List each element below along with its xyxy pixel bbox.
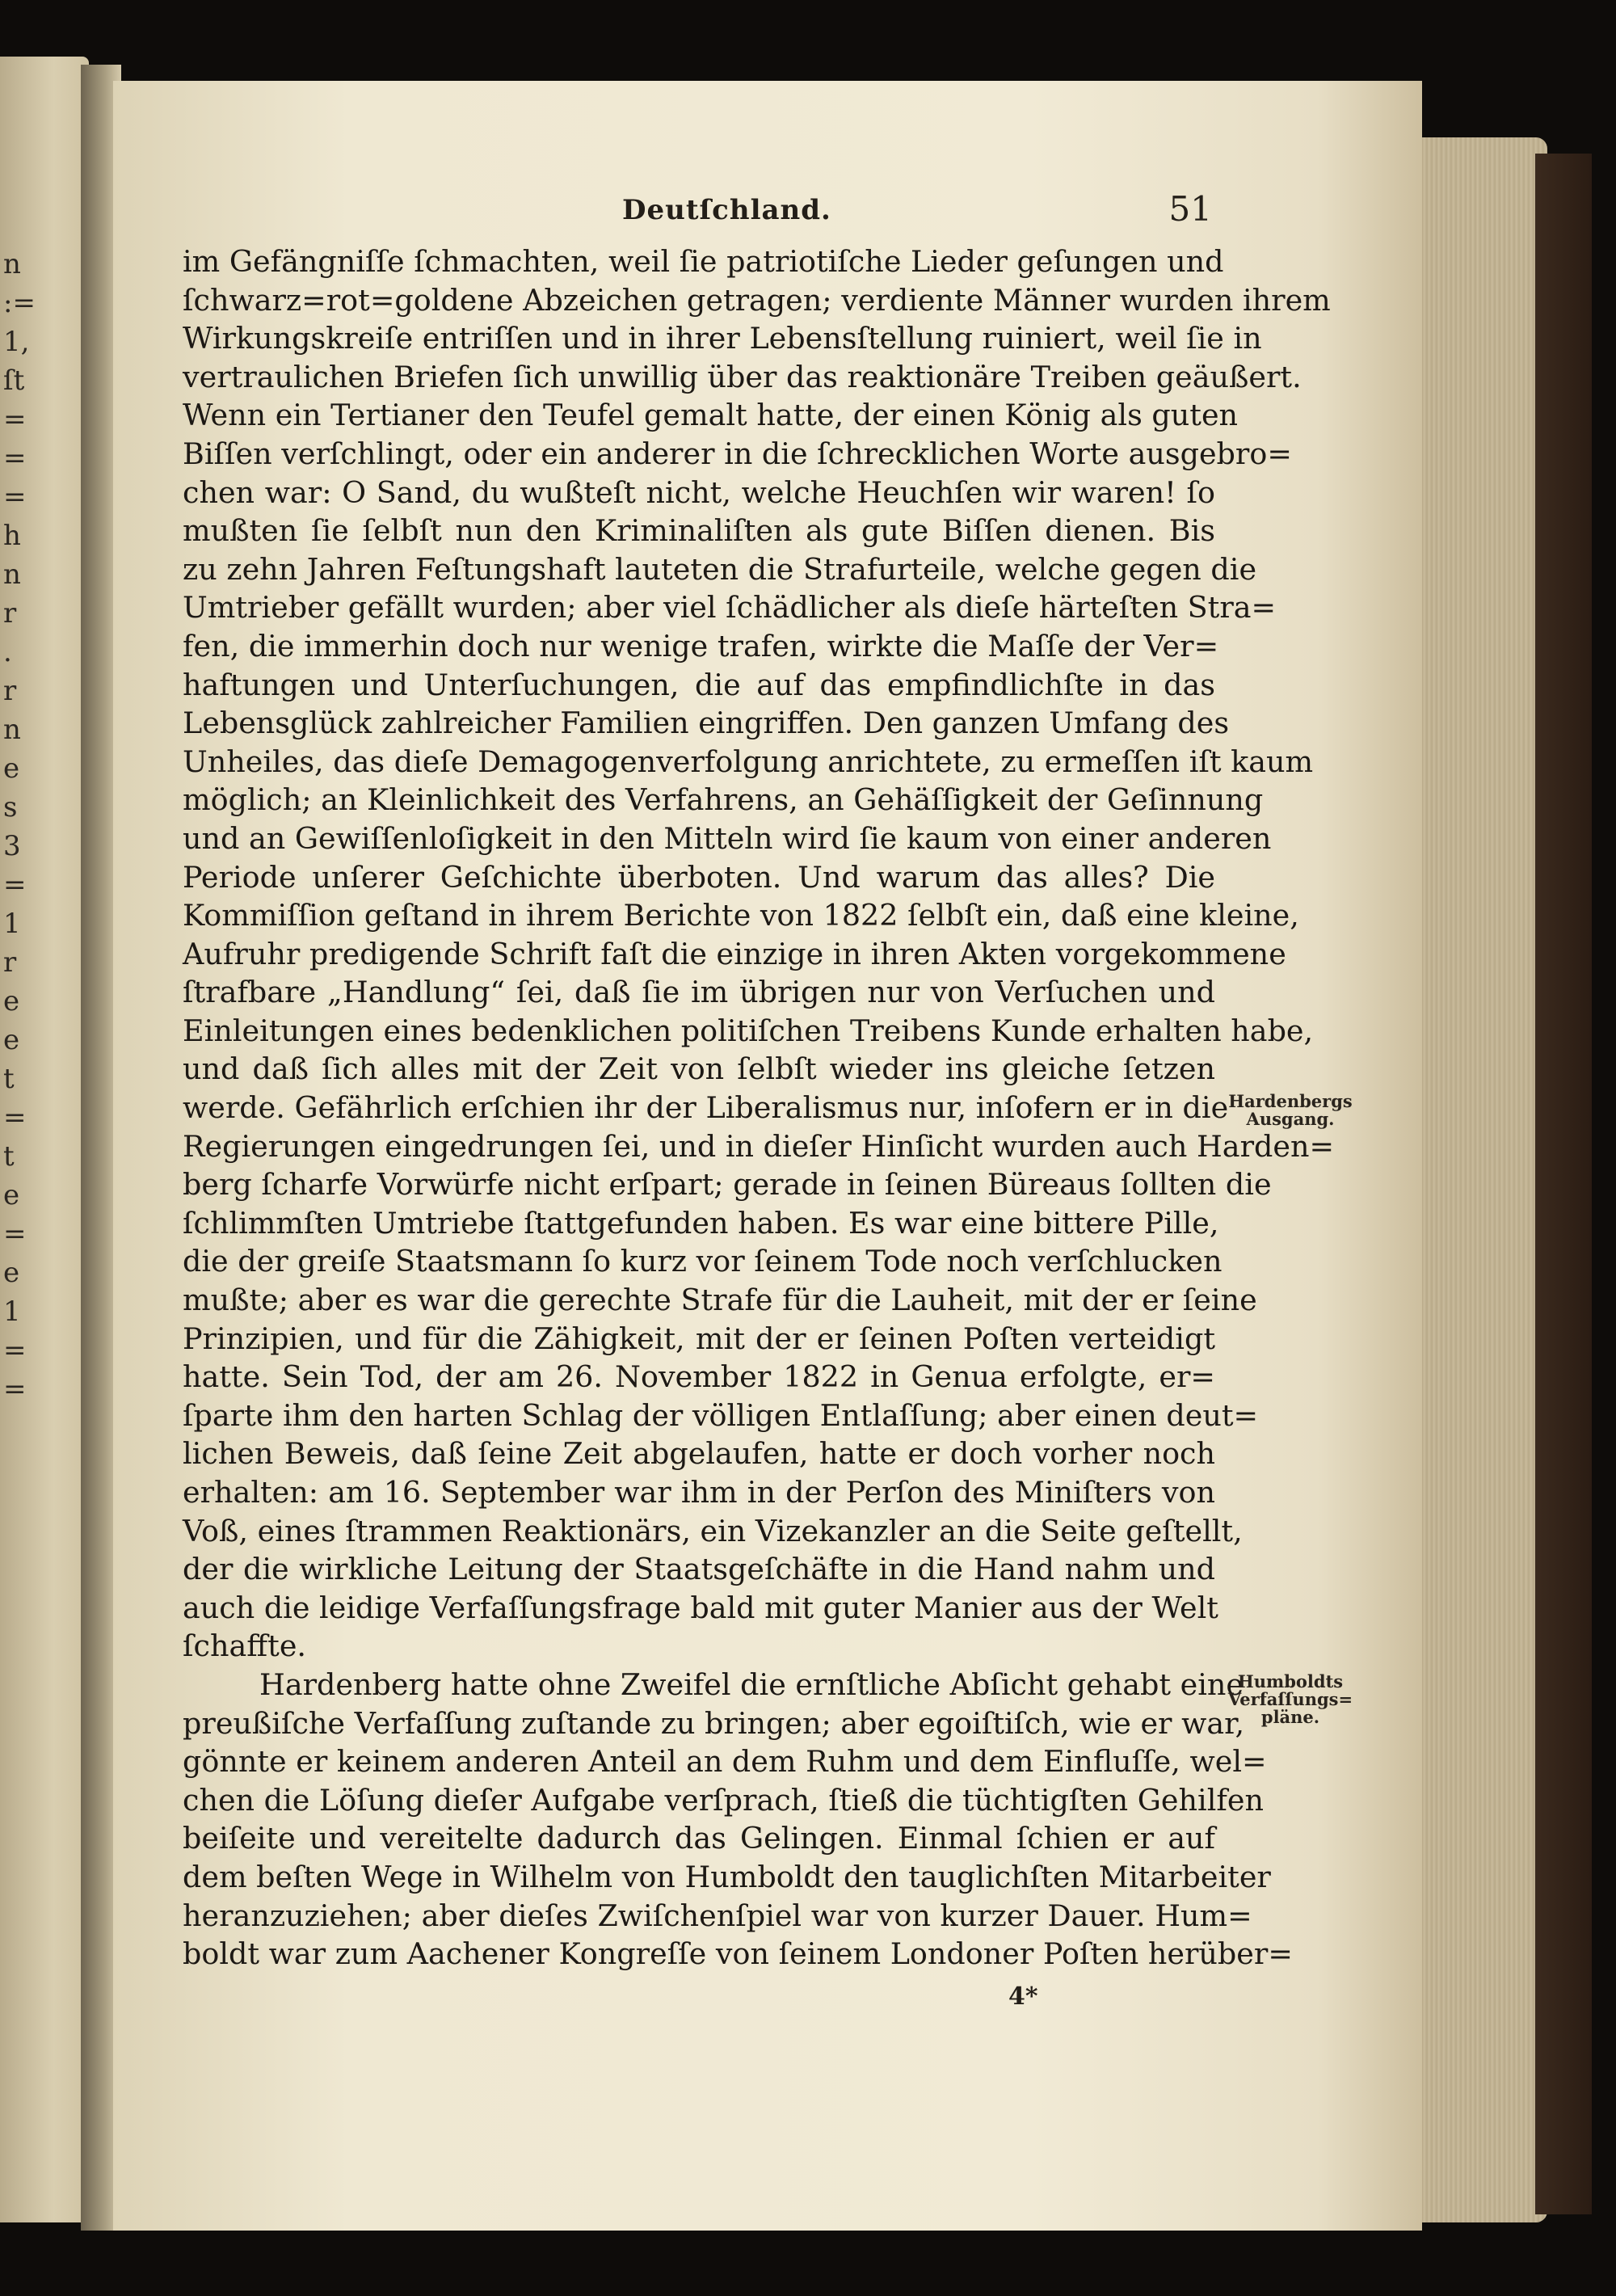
text-line: chen die Löſung dieſer Aufgabe verſprach, ſtieß die tüchtigſten Gehilfen <box>183 1782 1265 1818</box>
text-line: dem beſten Wege in Wilhelm von Humboldt den tauglichſten Mitarbeiter <box>183 1859 1271 1894</box>
previous-page-fragment: . <box>3 636 12 668</box>
text-line: zu zehn Jahren Feſtungshaft lauteten die Strafurteile, welche gegen die <box>183 551 1257 587</box>
text-line: lichen Beweis, daß ſeine Zeit abgelaufen, hatte er doch vorher noch <box>183 1436 1215 1472</box>
previous-page-fragment: e <box>3 752 20 785</box>
previous-page-fragment: ſt <box>3 364 25 397</box>
previous-page-fragment: 3 <box>3 830 21 862</box>
text-line-paragraph-end: ſchaffte. <box>183 1628 307 1664</box>
text-line: die der greiſe Staatsmann ſo kurz vor ſeinem Tode noch verſchlucken <box>183 1244 1223 1279</box>
text-line: Voß, eines ſtrammen Reaktionärs, ein Vizekanzler an die Seite geſtellt, <box>183 1513 1243 1548</box>
text-line: preußiſche Verfaſſung zuſtande zu bringen; aber egoiſtiſch, wie er war, <box>183 1705 1245 1741</box>
text-line: vertraulichen Briefen ſich unwillig über das reaktionäre Treiben geäußert. <box>183 359 1302 394</box>
previous-page-fragment: e <box>3 1257 20 1289</box>
previous-page-fragment: := <box>3 287 36 319</box>
book-cover-edge <box>1535 154 1592 2214</box>
previous-page-fragment: h <box>3 520 21 552</box>
text-line: Wenn ein Tertianer den Teufel gemalt hatte, der einen König als guten <box>183 398 1239 433</box>
text-line: Wirkungskreiſe entriſſen und in ihrer Lebensſtellung ruiniert, weil ſie in <box>183 321 1262 356</box>
previous-page-fragment: = <box>3 1373 27 1405</box>
page-number: 51 <box>1168 189 1212 229</box>
text-line: heranzuziehen; aber dieſes Zwiſchenſpiel war von kurzer Dauer. Hum= <box>183 1898 1252 1933</box>
previous-page-fragment: n <box>3 248 21 280</box>
previous-page-fragment: e <box>3 1179 20 1211</box>
previous-page-fragment: 1 <box>3 908 21 940</box>
text-line: im Gefängniſſe ſchmachten, weil ſie patriotiſche Lieder geſungen und <box>183 244 1224 279</box>
text-line: Biſſen verſchlingt, oder ein anderer in die ſchrecklichen Worte ausgebro= <box>183 436 1292 471</box>
text-line: Umtrieber gefällt wurden; aber viel ſchädlicher als dieſe härteſten Stra= <box>183 590 1277 626</box>
previous-page-fragment: = <box>3 1334 27 1367</box>
text-line: boldt war zum Aachener Kongreſſe von ſeinem Londoner Poſten herüber= <box>183 1936 1293 1972</box>
text-line: mußte; aber es war die gerechte Strafe für die Lauheit, mit der er ſeine <box>183 1283 1257 1318</box>
previous-page-fragment: r <box>3 675 17 707</box>
text-line: Periode unſerer Geſchichte überboten. Und warum das alles? Die <box>183 859 1215 895</box>
text-line: ſparte ihm den harten Schlag der völligen Entlaſſung; aber einen deut= <box>183 1397 1259 1433</box>
previous-page-fragment: r <box>3 946 17 979</box>
marginal-note-line: Hardenbergs <box>1228 1091 1353 1111</box>
previous-page-fragment: e <box>3 1024 20 1056</box>
text-line: Unheiles, das dieſe Demagogenverfolgung anrichtete, zu ermeſſen iſt kaum <box>183 744 1314 779</box>
previous-page-fragment: t <box>3 1140 15 1173</box>
text-line: Lebensglück zahlreicher Familien eingriffen. Den ganzen Umfang des <box>183 706 1230 741</box>
text-line: Regierungen eingedrungen ſei, und in dieſer Hinſicht wurden auch Harden= <box>183 1128 1335 1164</box>
marginal-note-line: pläne. <box>1260 1707 1320 1727</box>
text-line: chen war: O Sand, du wußteſt nicht, welche Heuchſen wir waren! ſo <box>183 474 1215 510</box>
marginal-note-line: Verfaſſungs= <box>1227 1689 1353 1709</box>
marginal-note-humboldt <box>1222 1673 1359 1726</box>
text-line: und daß ſich alles mit der Zeit von ſelbſt wieder ins gleiche ſetzen <box>183 1051 1215 1087</box>
marginal-note-line: Ausgang. <box>1246 1109 1335 1129</box>
text-line: möglich; an Kleinlichkeit des Verfahrens, an Gehäſſigkeit der Geſinnung <box>183 782 1264 818</box>
signature-mark: 4* <box>1008 1982 1038 2011</box>
text-line: berg ſcharfe Vorwürfe nicht erſpart; gerade in ſeinen Büreaus ſollten die <box>183 1167 1272 1203</box>
marginal-note-hardenberg <box>1222 1093 1359 1128</box>
previous-page-fragment: n <box>3 714 21 746</box>
text-line: Prinzipien, und für die Zähigkeit, mit der er ſeinen Poſten verteidigt <box>183 1321 1215 1356</box>
previous-page-fragment: n <box>3 558 21 591</box>
text-line: haftungen und Unterſuchungen, die auf das empfindlichſte in das <box>183 667 1215 702</box>
text-line: Einleitungen eines bedenklichen politiſchen Treibens Kunde erhalten habe, <box>183 1013 1314 1048</box>
previous-page <box>0 57 89 2222</box>
previous-page-fragment: = <box>3 403 27 436</box>
text-line: fen, die immerhin doch nur wenige trafen, wirkte die Maſſe der Ver= <box>183 628 1219 664</box>
text-line: mußten ſie ſelbſt nun den Kriminaliſten als gute Biſſen dienen. Bis <box>183 513 1215 549</box>
text-line: ſtrafbare „Handlung“ ſei, daß ſie im übrigen nur von Verſuchen und <box>183 975 1215 1010</box>
text-line: gönnte er keinem anderen Anteil an dem Ruhm und dem Einfluſſe, wel= <box>183 1744 1267 1780</box>
text-line: ſchlimmſten Umtriebe ſtattgefunden haben. Es war eine bittere Pille, <box>183 1205 1219 1241</box>
text-line: ſchwarz=rot=goldene Abzeichen getragen; verdiente Männer wurden ihrem <box>183 282 1331 318</box>
running-title: Deutſchland. <box>622 194 831 226</box>
previous-page-fragment: = <box>3 442 27 474</box>
text-line: hatte. Sein Tod, der am 26. November 1822 in Genua erfolgte, er= <box>183 1359 1215 1395</box>
text-line: Aufruhr predigende Schrift faſt die einzige in ihren Akten vorgekommene <box>183 936 1286 971</box>
previous-page-fragment: = <box>3 869 27 901</box>
page-header <box>186 189 1212 234</box>
text-line: auch die leidige Verfaſſungsfrage bald mit guter Manier aus der Welt <box>183 1590 1218 1625</box>
previous-page-fragment: s <box>3 791 18 824</box>
previous-page-fragment: = <box>3 1102 27 1134</box>
previous-page-fragment: = <box>3 481 27 513</box>
text-line: werde. Gefährlich erſchien ihr der Liberalismus nur, inſofern er in die <box>183 1090 1229 1126</box>
previous-page-fragment: = <box>3 1218 27 1250</box>
previous-page-fragment: 1, <box>3 326 30 358</box>
text-line: beiſeite und vereitelte dadurch das Gelingen. Einmal ſchien er auf <box>183 1821 1215 1856</box>
previous-page-fragment: e <box>3 985 20 1017</box>
marginal-note-line: Humboldts <box>1237 1671 1344 1691</box>
text-line: Kommiſſion geſtand in ihrem Berichte von 1822 ſelbſt ein, daß eine kleine, <box>183 898 1299 933</box>
page-stack-edge <box>1410 137 1547 2222</box>
text-line: der die wirkliche Leitung der Staatsgeſchäfte in die Hand nahm und <box>183 1552 1215 1587</box>
text-line-paragraph-start: Hardenberg hatte ohne Zweifel die ernſtliche Abſicht gehabt eine <box>259 1666 1244 1702</box>
previous-page-fragment: r <box>3 597 17 630</box>
previous-page-fragment: t <box>3 1063 15 1095</box>
text-line: und an Gewiſſenloſigkeit in den Mitteln wird ſie kaum von einer anderen <box>183 820 1272 856</box>
text-line: erhalten: am 16. September war ihm in der Perſon des Miniſters von <box>183 1475 1215 1510</box>
previous-page-fragment: 1 <box>3 1295 21 1328</box>
